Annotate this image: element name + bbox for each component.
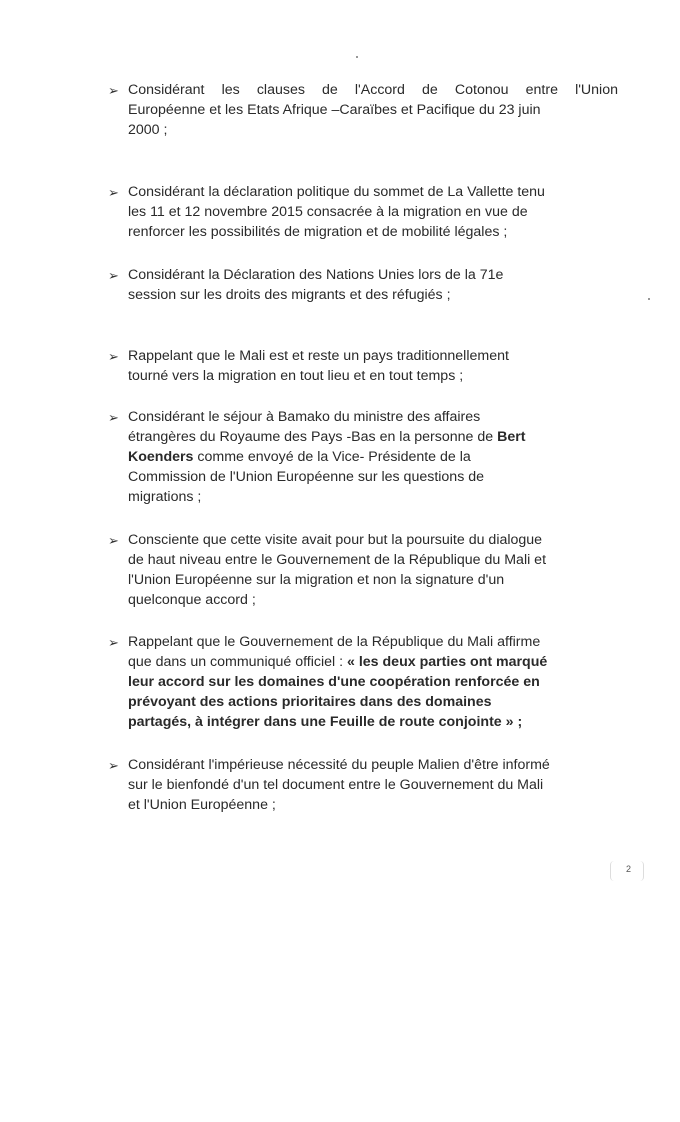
arrow-bullet-icon: ➢ xyxy=(108,533,119,548)
text-line: Considérant l'impérieuse nécessité du peuple Malien d'être informé xyxy=(128,757,550,773)
text-line: que dans un communiqué officiel : « les deux parties ont marqué xyxy=(128,654,548,670)
blank-area xyxy=(0,905,680,1122)
text-line: de haut niveau entre le Gouvernement de la République du Mali et xyxy=(128,552,547,568)
text-line: Européenne et les Etats Afrique –Caraïbes et Pacifique du 23 juin xyxy=(128,102,541,118)
arrow-bullet-icon: ➢ xyxy=(108,758,119,773)
scan-speck xyxy=(648,298,650,300)
text-line: Considérant la Déclaration des Nations Unies lors de la 71e xyxy=(128,267,504,283)
text-line: l'Union Européenne sur la migration et non la signature d'un xyxy=(128,572,505,588)
text-line: 2000 ; xyxy=(128,122,168,138)
text-line: et l'Union Européenne ; xyxy=(128,797,276,813)
text-line: migrations ; xyxy=(128,489,202,505)
quote-text: « les deux parties ont marqué xyxy=(347,654,548,670)
list-item xyxy=(108,632,618,732)
person-name: Koenders xyxy=(128,449,194,465)
arrow-bullet-icon: ➢ xyxy=(108,410,119,425)
arrow-bullet-icon: ➢ xyxy=(108,83,119,98)
scan-speck xyxy=(356,56,358,58)
text-line: Rappelant que le Gouvernement de la République du Mali affirme xyxy=(128,634,541,650)
text-line: quelconque accord ; xyxy=(128,592,256,608)
text-line: Considérant les clauses de l'Accord de Cotonou entre l'Union xyxy=(128,82,618,98)
list-item xyxy=(108,346,618,386)
page-number: 2 xyxy=(626,864,632,874)
text-line: tourné vers la migration en tout lieu et en tout temps ; xyxy=(128,368,464,384)
text-line: Koenders comme envoyé de la Vice- Présidente de la xyxy=(128,449,471,465)
list-item xyxy=(108,530,618,610)
text-line: étrangères du Royaume des Pays -Bas en la personne de Bert xyxy=(128,429,526,445)
arrow-bullet-icon: ➢ xyxy=(108,635,119,650)
list-item xyxy=(108,182,618,242)
arrow-bullet-icon: ➢ xyxy=(108,268,119,283)
text-line: sur le bienfondé d'un tel document entre le Gouvernement du Mali xyxy=(128,777,544,793)
text-line: Rappelant que le Mali est et reste un pays traditionnellement xyxy=(128,348,509,364)
text-line: session sur les droits des migrants et des réfugiés ; xyxy=(128,287,451,303)
list-item xyxy=(108,755,618,815)
list-item xyxy=(108,407,618,507)
text-line: Consciente que cette visite avait pour but la poursuite du dialogue xyxy=(128,532,543,548)
list-item xyxy=(108,80,618,140)
quote-text: leur accord sur les domaines d'une coopération renforcée en xyxy=(128,674,540,690)
text-line: Commission de l'Union Européenne sur les questions de xyxy=(128,469,485,485)
list-item xyxy=(108,265,618,305)
quote-text: prévoyant des actions prioritaires dans des domaines xyxy=(128,694,492,710)
person-name: Bert xyxy=(497,429,526,445)
arrow-bullet-icon: ➢ xyxy=(108,349,119,364)
text-line: les 11 et 12 novembre 2015 consacrée à la migration en vue de xyxy=(128,204,528,220)
text-line: Considérant le séjour à Bamako du ministre des affaires xyxy=(128,409,481,425)
quote-text: partagés, à intégrer dans une Feuille de route conjointe » ; xyxy=(128,714,523,730)
text-line: renforcer les possibilités de migration et de mobilité légales ; xyxy=(128,224,508,240)
text-line: Considérant la déclaration politique du sommet de La Vallette tenu xyxy=(128,184,545,200)
arrow-bullet-icon: ➢ xyxy=(108,185,119,200)
